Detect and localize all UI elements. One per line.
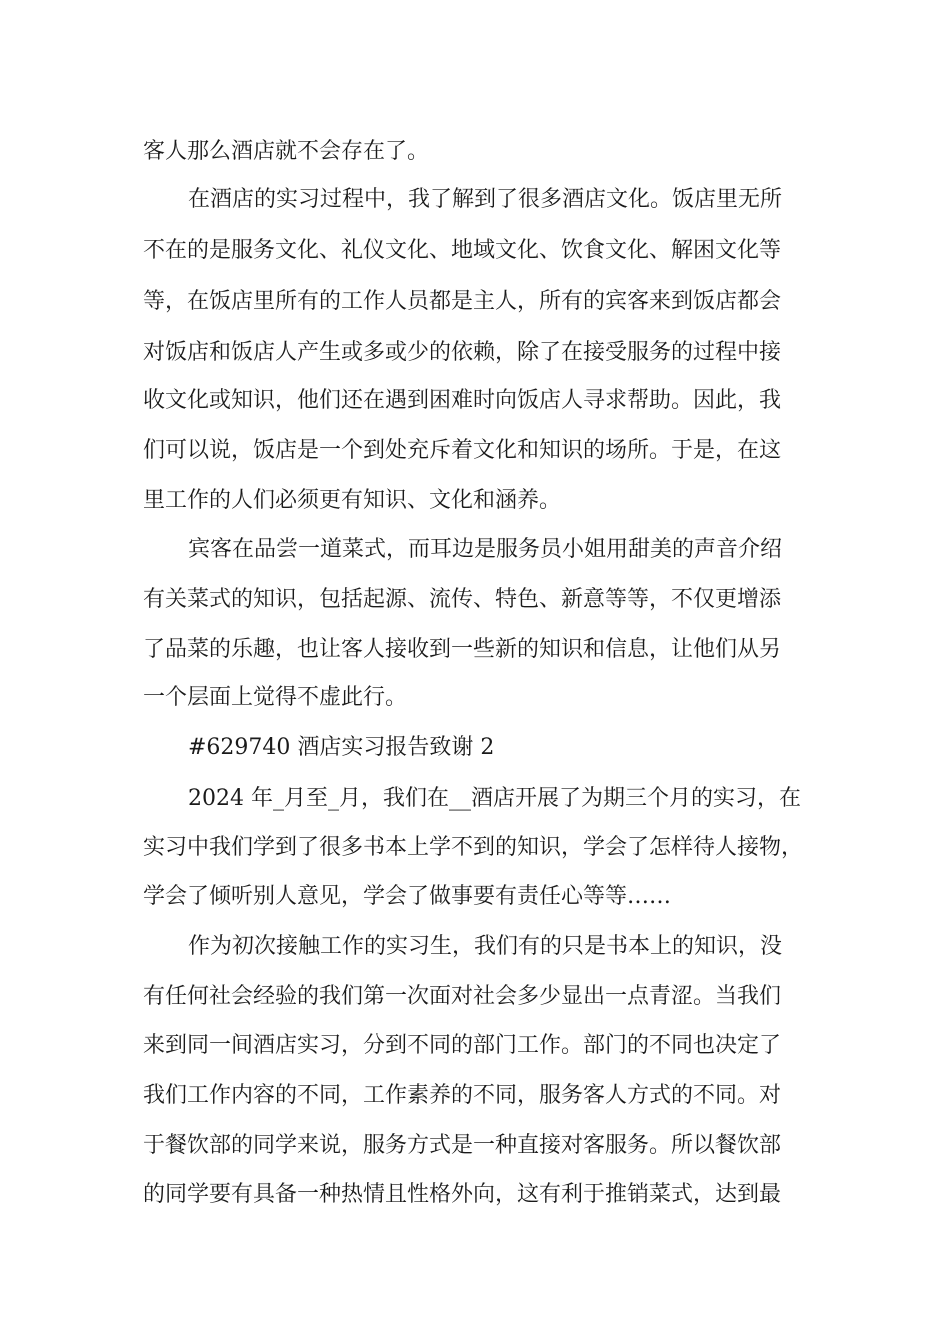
text-line: 实习中我们学到了很多书本上学不到的知识，学会了怎样待人接物， bbox=[143, 835, 804, 860]
paragraph-start: 作为初次接触工作的实习生，我们有的只是书本上的知识，没 bbox=[188, 934, 783, 959]
text-line: 我们工作内容的不同，工作素养的不同，服务客人方式的不同。对 bbox=[143, 1083, 782, 1108]
text-line: 对饭店和饭店人产生或多或少的依赖，除了在接受服务的过程中接 bbox=[143, 340, 782, 365]
paragraph-start: 在酒店的实习过程中，我了解到了很多酒店文化。饭店里无所 bbox=[188, 187, 783, 212]
text-line: 来到同一间酒店实习，分到不同的部门工作。部门的不同也决定了 bbox=[143, 1033, 782, 1058]
text-line: 有任何社会经验的我们第一次面对社会多少显出一点青涩。当我们 bbox=[143, 984, 782, 1009]
text-line: 里工作的人们必须更有知识、文化和涵养。 bbox=[143, 488, 562, 513]
text-line: 们可以说，饭店是一个到处充斥着文化和知识的场所。于是，在这 bbox=[143, 438, 782, 463]
text-line: 收文化或知识，他们还在遇到困难时向饭店人寻求帮助。因此，我 bbox=[143, 388, 782, 413]
text-line: 一个层面上觉得不虚此行。 bbox=[143, 685, 408, 710]
text-line: 客人那么酒店就不会存在了。 bbox=[143, 139, 430, 164]
text-line: 了品菜的乐趣，也让客人接收到一些新的知识和信息，让他们从另 bbox=[143, 637, 782, 662]
paragraph-start: 宾客在品尝一道菜式，而耳边是服务员小姐用甜美的声音介绍 bbox=[188, 537, 783, 562]
text-line: 等，在饭店里所有的工作人员都是主人，所有的宾客来到饭店都会 bbox=[143, 289, 782, 314]
text-line: 有关菜式的知识，包括起源、流传、特色、新意等等，不仅更增添 bbox=[143, 587, 782, 612]
text-line: 不在的是服务文化、礼仪文化、地域文化、饮食文化、解困文化等 bbox=[143, 238, 782, 263]
text-line: 的同学要有具备一种热情且性格外向，这有利于推销菜式，达到最 bbox=[143, 1182, 782, 1207]
text-line: 于餐饮部的同学来说，服务方式是一种直接对客服务。所以餐饮部 bbox=[143, 1133, 782, 1158]
paragraph-start: 2024 年_月至_月，我们在__酒店开展了为期三个月的实习，在 bbox=[188, 786, 801, 811]
section-heading: #629740 酒店实习报告致谢 2 bbox=[188, 735, 495, 760]
text-line: 学会了倾听别人意见，学会了做事要有责任心等等…… bbox=[143, 884, 672, 909]
